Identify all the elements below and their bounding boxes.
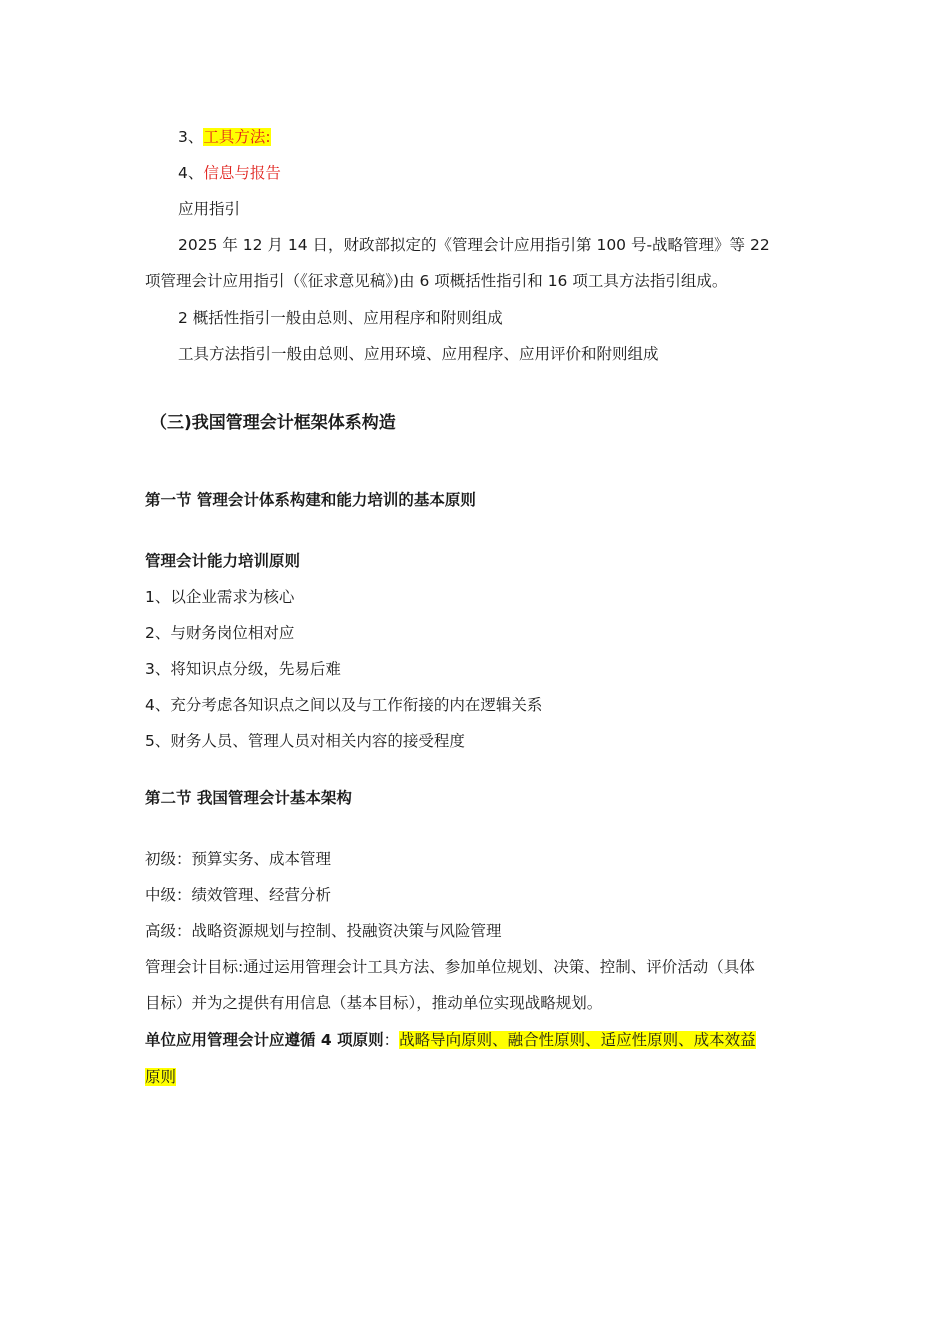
section-title: （三)我国管理会计框架体系构造 <box>150 413 396 433</box>
rule-label: 单位应用管理会计应遵循 4 项原则 <box>145 1031 384 1049</box>
paragraph-line: 项管理会计应用指引（《征求意见稿》)由 6 项概括性指引和 16 项工具方法指引组成。 <box>145 272 728 290</box>
chapter-title: 第二节 我国管理会计基本架构 <box>145 789 352 807</box>
item-number: 3、 <box>178 128 204 146</box>
item-number: 4、 <box>178 164 204 182</box>
paragraph: 工具方法指引一般由总则、应用环境、应用程序、应用评价和附则组成 <box>178 345 659 363</box>
rule-separator: ： <box>383 1031 400 1049</box>
list-item-info-report <box>178 162 281 184</box>
highlighted-text: 战略导向原则、融合性原则、适应性原则、成本效益 <box>399 1031 756 1049</box>
highlighted-text: 原则 <box>145 1068 177 1086</box>
list-item: 2、与财务岗位相对应 <box>145 624 295 642</box>
paragraph: 2 概括性指引一般由总则、应用程序和附则组成 <box>178 309 503 327</box>
list-item: 3、将知识点分级，先易后难 <box>145 660 341 678</box>
subsection-title: 管理会计能力培训原则 <box>145 552 301 570</box>
red-text: 信息与报告 <box>203 164 281 182</box>
guide-heading: 应用指引 <box>178 200 241 218</box>
chapter-title: 第一节 管理会计体系构建和能力培训的基本原则 <box>145 491 476 509</box>
paragraph-line: 目标）并为之提供有用信息（基本目标），推动单位实现战略规划。 <box>145 994 603 1012</box>
list-item: 4、充分考虑各知识点之间以及与工作衔接的内在逻辑关系 <box>145 696 543 714</box>
list-item-tools-methods <box>178 126 271 148</box>
paragraph-line: 2025 年 12 月 14 日，财政部拟定的《管理会计应用指引第 100 号-战略管理》等 22 <box>178 236 770 254</box>
paragraph-line: 管理会计目标:通过运用管理会计工具方法、参加单位规划、决策、控制、评价活动（具体 <box>145 958 755 976</box>
list-item: 5、财务人员、管理人员对相关内容的接受程度 <box>145 732 465 750</box>
list-item: 1、以企业需求为核心 <box>145 588 295 606</box>
principles-rule <box>145 1029 756 1051</box>
principles-rule-continued <box>145 1066 176 1088</box>
list-item: 中级：绩效管理、经营分析 <box>145 886 332 904</box>
list-item: 初级：预算实务、成本管理 <box>145 850 332 868</box>
list-item: 高级：战略资源规划与控制、投融资决策与风险管理 <box>145 922 502 940</box>
highlighted-text: 工具方法: <box>203 128 271 146</box>
